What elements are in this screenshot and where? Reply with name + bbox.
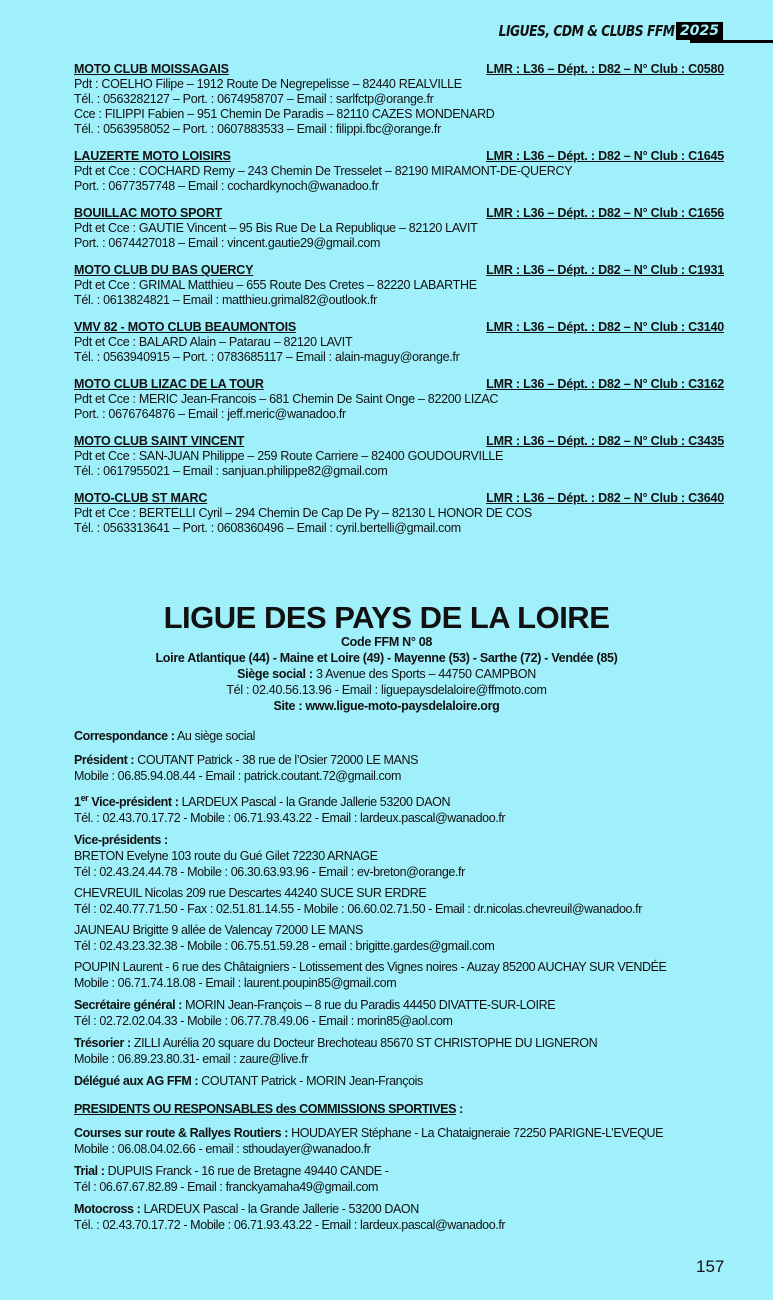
- route-label: Courses sur route & Rallyes Routiers :: [74, 1126, 289, 1141]
- vp1-sup: er: [80, 793, 89, 803]
- vp-line: Mobile : 06.71.74.18.08 - Email : laurent.poupin85@gmail.com: [74, 976, 397, 991]
- correspondance-label: Correspondance :: [74, 729, 175, 743]
- vps-label: Vice-présidents :: [74, 833, 168, 848]
- motocross-label: Motocross :: [74, 1202, 141, 1217]
- route-value: HOUDAYER Stéphane - La Chataigneraie 72250 PARIGNE-L’EVEQUE: [291, 1126, 664, 1141]
- vp1-label: Vice-président :: [91, 795, 179, 810]
- club-line: Pdt : COELHO Filipe – 1912 Route De Negrepelisse – 82440 REALVILLE: [74, 77, 462, 91]
- club-name: VMV 82 - MOTO CLUB BEAUMONTOIS: [74, 320, 297, 334]
- trial-value: DUPUIS Franck - 16 rue de Bretagne 49440 CANDE -: [107, 1164, 389, 1179]
- president-value: COUTANT Patrick - 38 rue de l’Osier 72000 LE MANS: [137, 753, 419, 767]
- club-line: Pdt et Cce : GRIMAL Matthieu – 655 Route Des Cretes – 82220 LABARTHE: [74, 278, 477, 292]
- club-list: [74, 62, 724, 548]
- club-code: LMR : L36 – Dépt. : D82 – N° Club : C1931: [486, 263, 724, 277]
- ligue-code: Code FFM N° 08: [340, 635, 433, 649]
- club-line: Tél. : 0563940915 – Port. : 0783685117 – Email : alain-maguy@orange.fr: [74, 350, 460, 364]
- club-code: LMR : L36 – Dépt. : D82 – N° Club : C3435: [486, 434, 724, 448]
- secretaire-contact: Tél : 02.72.02.04.33 - Mobile : 06.77.78.49.06 - Email : morin85@aol.com: [74, 1014, 453, 1029]
- club-line: Pdt et Cce : GAUTIE Vincent – 95 Bis Rue De La Republique – 82120 LAVIT: [74, 221, 478, 235]
- commissions-colon: :: [456, 1102, 463, 1117]
- club-line: Tél. : 0617955021 – Email : sanjuan.philippe82@gmail.com: [74, 464, 388, 478]
- club-entry: [74, 62, 724, 137]
- tresorier-contact: Mobile : 06.89.23.80.31- email : zaure@live.fr: [74, 1052, 308, 1067]
- club-name: MOTO CLUB DU BAS QUERCY: [74, 263, 254, 277]
- motocross-contact: Tél. : 02.43.70.17.72 - Mobile : 06.71.93.43.22 - Email : lardeux.pascal@wanadoo.fr: [74, 1218, 506, 1233]
- secretaire-value: MORIN Jean-François – 8 rue du Paradis 44450 DIVATTE-SUR-LOIRE: [185, 998, 556, 1013]
- secretaire-label: Secrétaire général :: [74, 998, 183, 1013]
- club-code: LMR : L36 – Dépt. : D82 – N° Club : C3162: [486, 377, 724, 391]
- club-entry: [74, 377, 724, 422]
- club-line: Tél. : 0563282127 – Port. : 0674958707 – Email : sarlfctp@orange.fr: [74, 92, 434, 106]
- club-entry: [74, 206, 724, 251]
- ligue-site: Site : www.ligue-moto-paysdelaloire.org: [273, 699, 500, 713]
- club-line: Pdt et Cce : BERTELLI Cyril – 294 Chemin De Cap De Py – 82130 L HONOR DE COS: [74, 506, 532, 520]
- club-line: Pdt et Cce : COCHARD Remy – 243 Chemin De Tresselet – 82190 MIRAMONT-DE-QUERCY: [74, 164, 573, 178]
- club-line: Pdt et Cce : SAN-JUAN Philippe – 259 Route Carriere – 82400 GOUDOURVILLE: [74, 449, 504, 463]
- ligue-title: LIGUE DES PAYS DE LA LOIRE: [163, 600, 610, 635]
- club-line: Tél. : 0613824821 – Email : matthieu.grimal82@outlook.fr: [74, 293, 378, 307]
- club-line: Port. : 0674427018 – Email : vincent.gautie29@gmail.com: [74, 236, 381, 250]
- club-line: Pdt et Cce : BALARD Alain – Patarau – 82120 LAVIT: [74, 335, 353, 349]
- commissions-title: PRESIDENTS OU RESPONSABLES des COMMISSIONS SPORTIVES: [74, 1102, 457, 1117]
- club-code: LMR : L36 – Dépt. : D82 – N° Club : C3140: [486, 320, 724, 334]
- vp-line: Tél : 02.40.77.71.50 - Fax : 02.51.81.14.55 - Mobile : 06.60.02.71.50 - Email : dr.nicolas.chevreuil@wanadoo.fr: [74, 902, 642, 917]
- club-code: LMR : L36 – Dépt. : D82 – N° Club : C1656: [486, 206, 724, 220]
- club-line: Port. : 0676764876 – Email : jeff.meric@wanadoo.fr: [74, 407, 346, 421]
- vp-line: JAUNEAU Brigitte 9 allée de Valencay 72000 LE MANS: [74, 923, 363, 938]
- route-contact: Mobile : 06.08.04.02.66 - email : sthoudayer@wanadoo.fr: [74, 1142, 371, 1157]
- motocross-value: LARDEUX Pascal - la Grande Jallerie - 53200 DAON: [143, 1202, 419, 1217]
- club-entry: [74, 320, 724, 365]
- club-line: Tél. : 0563313641 – Port. : 0608360496 – Email : cyril.bertelli@gmail.com: [74, 521, 461, 535]
- club-code: LMR : L36 – Dépt. : D82 – N° Club : C0580: [486, 62, 724, 76]
- club-line: Port. : 0677357748 – Email : cochardkynoch@wanadoo.fr: [74, 179, 379, 193]
- club-line: Pdt et Cce : MERIC Jean-Francois – 681 Chemin De Saint Onge – 82200 LIZAC: [74, 392, 499, 406]
- club-name: MOTO CLUB MOISSAGAIS: [74, 62, 229, 76]
- club-name: MOTO CLUB SAINT VINCENT: [74, 434, 245, 448]
- club-entry: [74, 434, 724, 479]
- club-name: BOUILLAC MOTO SPORT: [74, 206, 223, 220]
- tresorier-value: ZILLI Aurélia 20 square du Docteur Brechoteau 85670 ST CHRISTOPHE DU LIGNERON: [133, 1036, 598, 1051]
- club-entry: [74, 263, 724, 308]
- header-title: LIGUES, CDM & CLUBS FFM: [498, 22, 675, 40]
- siege-label: Siège social :: [237, 667, 313, 681]
- club-entry: [74, 491, 724, 536]
- ligue-info: [0, 634, 773, 714]
- president-label: Président :: [74, 753, 135, 767]
- ligue-siege: [0, 666, 773, 682]
- ligue-contact: Tél : 02.40.56.13.96 - Email : liguepaysdelaloire@ffmoto.com: [226, 683, 547, 697]
- ligue-departments: Loire Atlantique (44) - Maine et Loire (49) - Mayenne (53) - Sarthe (72) - Vendée (85): [155, 651, 618, 665]
- tresorier-label: Trésorier :: [74, 1036, 131, 1051]
- officials-list: [74, 728, 734, 1239]
- club-line: Cce : FILIPPI Fabien – 951 Chemin De Paradis – 82110 CAZES MONDENARD: [74, 107, 495, 121]
- vp-line: CHEVREUIL Nicolas 209 rue Descartes 44240 SUCE SUR ERDRE: [74, 886, 427, 901]
- page-number: 157: [696, 1257, 725, 1276]
- vp-line: BRETON Evelyne 103 route du Gué Gilet 72230 ARNAGE: [74, 849, 378, 864]
- club-name: LAUZERTE MOTO LOISIRS: [74, 149, 231, 163]
- header-year: 2025: [676, 22, 723, 40]
- club-name: MOTO CLUB LIZAC DE LA TOUR: [74, 377, 264, 391]
- running-header: [460, 22, 724, 40]
- vp-line: Tél : 02.43.23.32.38 - Mobile : 06.75.51.59.28 - email : brigitte.gardes@gmail.com: [74, 939, 495, 954]
- club-code: LMR : L36 – Dépt. : D82 – N° Club : C3640: [486, 491, 724, 505]
- delegue-value: COUTANT Patrick - MORIN Jean-François: [201, 1074, 423, 1089]
- vp1-value: LARDEUX Pascal - la Grande Jallerie 53200 DAON: [181, 795, 451, 810]
- vp1-num: 1: [74, 795, 81, 810]
- vp-line: Tél : 02.43.24.44.78 - Mobile : 06.30.63.93.96 - Email : ev-breton@orange.fr: [74, 865, 465, 880]
- club-line: Tél. : 0563958052 – Port. : 0607883533 – Email : filippi.fbc@orange.fr: [74, 122, 441, 136]
- trial-label: Trial :: [74, 1164, 105, 1179]
- club-code: LMR : L36 – Dépt. : D82 – N° Club : C1645: [486, 149, 724, 163]
- correspondance-value: Au siège social: [176, 729, 256, 743]
- president-contact: Mobile : 06.85.94.08.44 - Email : patrick.coutant.72@gmail.com: [74, 769, 401, 783]
- delegue-label: Délégué aux AG FFM :: [74, 1074, 199, 1089]
- siege-address: 3 Avenue des Sports – 44750 CAMPBON: [315, 667, 536, 681]
- vp-line: POUPIN Laurent - 6 rue des Châtaigniers - Lotissement des Vignes noires - Auzay 85200 AUCHAY SUR VENDÉE: [74, 960, 667, 975]
- club-entry: [74, 149, 724, 194]
- club-name: MOTO-CLUB ST MARC: [74, 491, 208, 505]
- header-rule: [690, 40, 773, 43]
- vp1-contact: Tél. : 02.43.70.17.72 - Mobile : 06.71.93.43.22 - Email : lardeux.pascal@wanadoo.fr: [74, 811, 506, 826]
- trial-contact: Tél : 06.67.67.82.89 - Email : franckyamaha49@gmail.com: [74, 1180, 379, 1195]
